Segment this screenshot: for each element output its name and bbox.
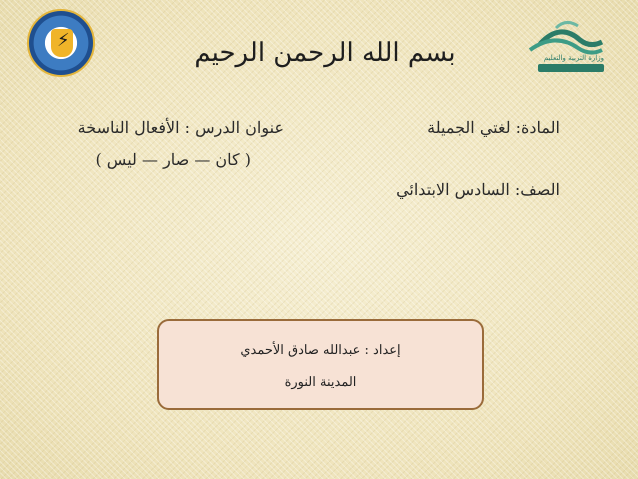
logo-bar	[538, 64, 604, 72]
lesson-verbs: ( كان — صار — ليس )	[95, 150, 251, 169]
page-title: بسم الله الرحمن الرحيم	[194, 38, 456, 68]
grade-label: الصف: السادس الابتدائي	[396, 180, 560, 199]
author-name: إعداد : عبدالله صادق الأحمدي	[240, 343, 401, 358]
subject-label: المادة: لغتي الجميلة	[427, 118, 560, 137]
ministry-logo-icon	[520, 14, 604, 72]
author-card	[157, 319, 484, 410]
school-logo-icon	[27, 9, 95, 77]
lightning-icon: ⚡	[57, 30, 70, 51]
ministry-logo-text: وزارة التربية والتعليم	[543, 54, 604, 62]
lesson-title: عنوان الدرس : الأفعال الناسخة	[77, 118, 284, 137]
city-name: المدينة النورة	[284, 375, 357, 390]
book-emblem-icon	[520, 14, 604, 58]
